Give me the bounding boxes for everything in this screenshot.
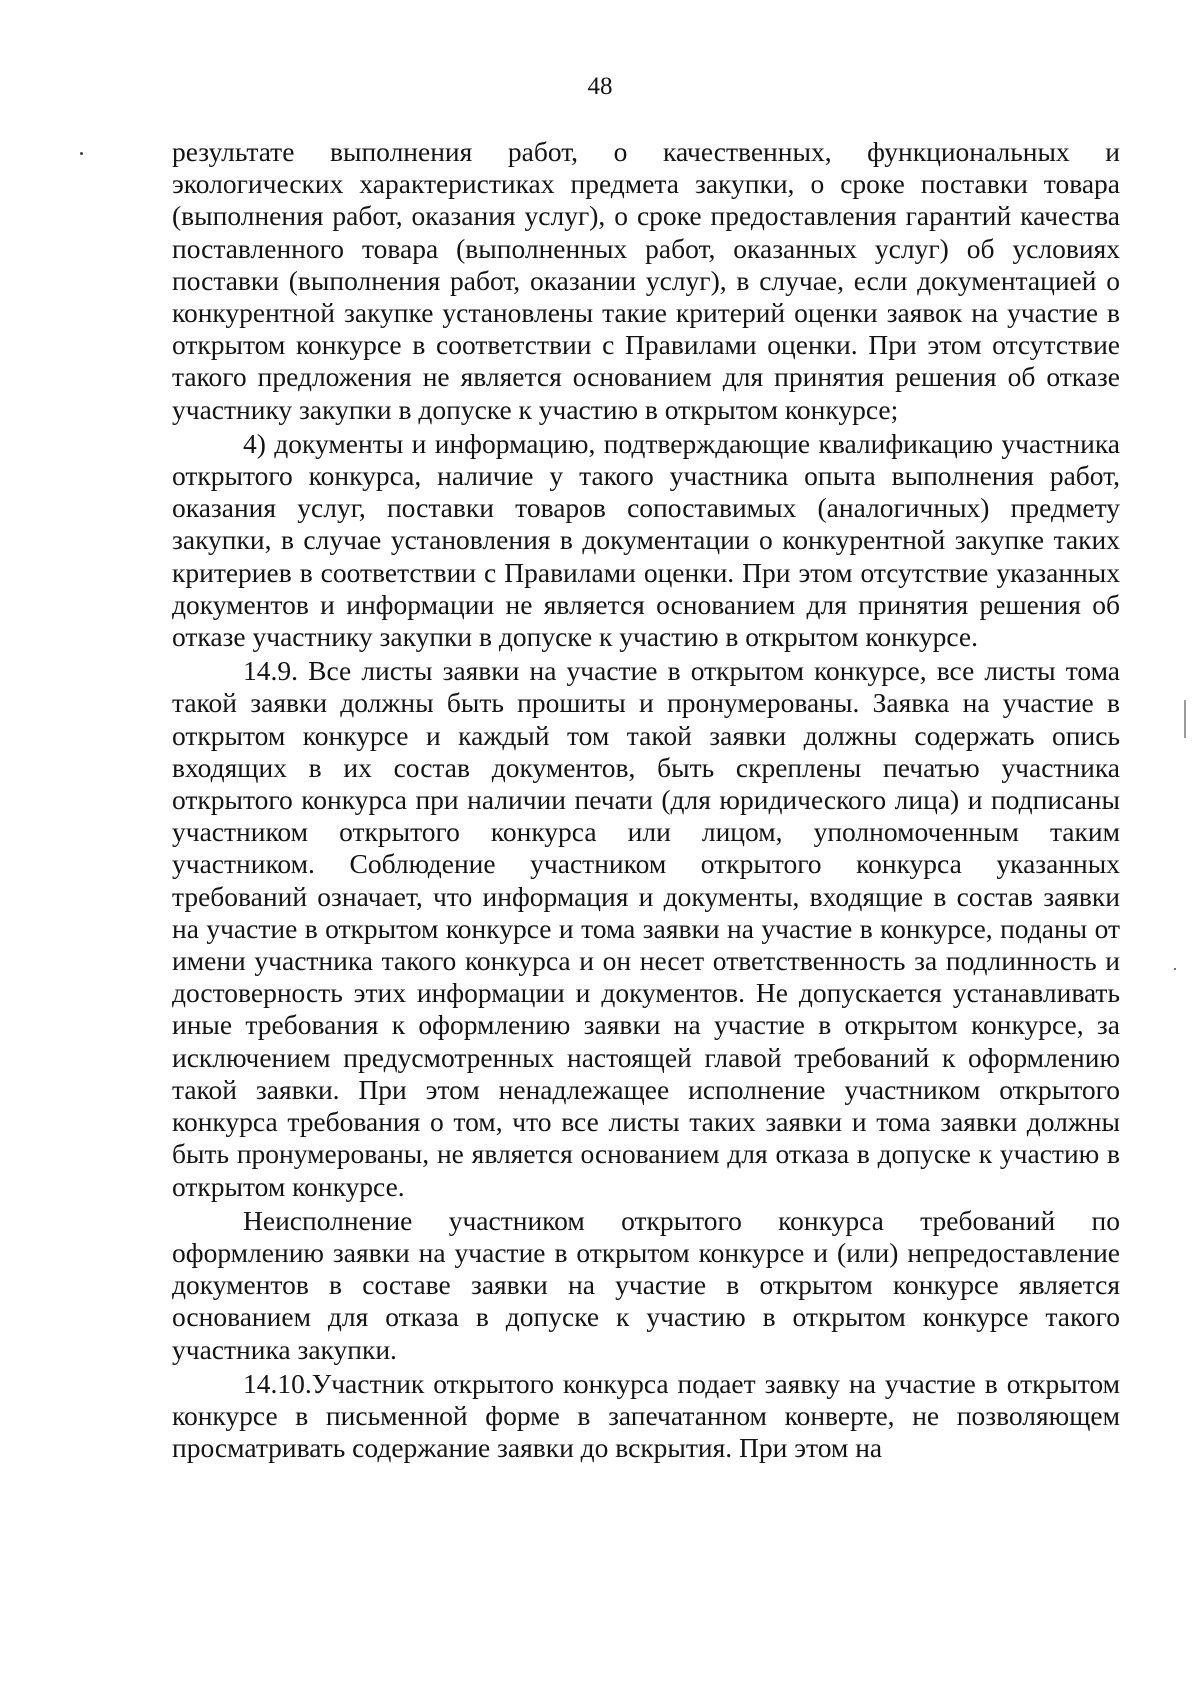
document-body [172,136,1120,1464]
scan-dot-artifact [80,152,83,155]
paragraph-14-10: 14.10.Участник открытого конкурса подает заявку на участие в открытом конкурсе в письменной форме в запечатанном конверте, не позволяющем просматривать содержание заявки до вскрытия. При этом на [172,1367,1120,1464]
paragraph-nonfulfillment: Неисполнение участником открытого конкурса требований по оформлению заявки на участие в открытом конкурсе и (или) непредоставление документов в составе заявки на участие в открытом конкурсе является основанием для отказа в допуске к участию в открытом конкурсе такого участника закупки. [172,1204,1120,1365]
page-number: 48 [587,73,613,100]
paragraph-14-9: 14.9. Все листы заявки на участие в открытом конкурсе, все листы тома такой заявки должны быть прошиты и пронумерованы. Заявка на участие в открытом конкурсе и каждый том такой заявки должны содержать опись входящих в их состав документов, быть скреплены печатью участника открытого конкурса при наличии печати (для юридического лица) и подписаны участником открытого конкурса или лицом, уполномоченным таким участником. Соблюдение участником открытого конкурса указанных требований означает, что информация и документы, входящие в состав заявки на участие в открытом конкурсе и тома заявки на участие в конкурсе, поданы от имени участника такого конкурса и он несет ответственность за подлинность и достоверность этих информации и документов. Не допускается устанавливать иные требования к оформлению заявки на участие в открытом конкурсе, за исключением предусмотренных настоящей главой требований к оформлению такой заявки. При этом ненадлежащее исполнение участником открытого конкурса требования о том, что все листы таких заявки и тома заявки должны быть пронумерованы, не является основанием для отказа в допуске к участию в открытом конкурсе. [172,655,1120,1202]
paragraph-continuation: результате выполнения работ, о качественных, функциональных и экологических характеристиках предмета закупки, о сроке поставки товара (выполнения работ, оказания услуг), о сроке предоставления гарантий качества поставленного товара (выполненных работ, оказанных услуг) об условиях поставки (выполнения работ, оказании услуг), в случае, если документацией о конкурентной закупке установлены такие критерий оценки заявок на участие в открытом конкурсе в соответствии с Правилами оценки. При этом отсутствие такого предложения не является основанием для принятия решения об отказе участнику закупки в допуске к участию в открытом конкурсе; [172,136,1120,425]
scan-edge-mark [1184,700,1186,738]
paragraph-item-4: 4) документы и информацию, подтверждающие квалификацию участника открытого конкурса, наличие у такого участника опыта выполнения работ, оказания услуг, поставки товаров сопоставимых (аналогичных) предмету закупки, в случае установления в документации о конкурентной закупке таких критериев в соответствии с Правилами оценки. При этом отсутствие указанных документов и информации не является основанием для принятия решения об отказе участнику закупки в допуске к участию в открытом конкурсе. [172,427,1120,653]
scan-dot-artifact [1174,968,1176,970]
